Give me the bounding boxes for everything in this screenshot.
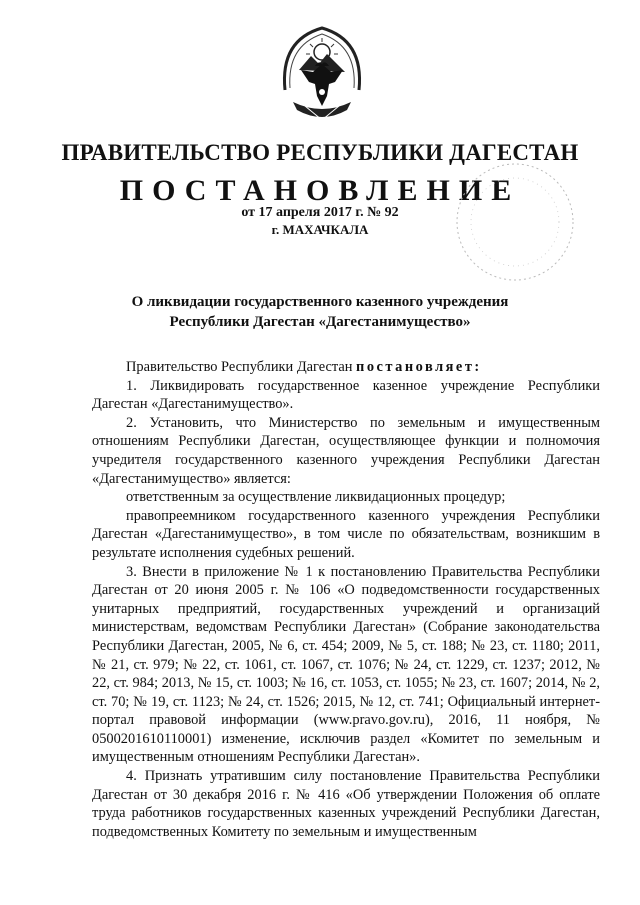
title-line-1: О ликвидации государственного казенного учреждения <box>131 294 509 310</box>
coat-of-arms-emblem <box>275 20 370 130</box>
paragraph-2b: правопреемником государственного казенного учреждения Республики Дагестан «Дагестанимущество», в том числе по обязательствам, возникшим в результате исполнения судебных решений. <box>92 507 600 561</box>
faint-stamp-mark <box>440 150 580 300</box>
paragraph-2a: ответственным за осуществление ликвидационных процедур; <box>126 489 506 506</box>
intro-paragraph <box>92 358 600 377</box>
document-date-number: от 17 апреля 2017 г. № 92 <box>241 205 399 220</box>
paragraph-2: 2. Установить, что Министерство по земельным и имущественным отношениям Республики Дагестан, осуществляющее функции и полномочия учредителя государственного казенного учреждения Республики Дагестан «Дагестанимущество» является: <box>92 414 600 487</box>
document-title <box>0 292 640 332</box>
intro-text: Правительство Республики Дагестан <box>126 359 357 375</box>
document-city: г. МАХАЧКАЛА <box>271 222 369 237</box>
paragraph-4: 4. Признать утратившим силу постановление Правительства Республики Дагестан от 30 декабря 2016 г. № 416 «Об утверждении Положения об оплате труда работников государственных казенных учреждений Республики Дагестан, подведомственных Комитету по земельным и имущественным <box>92 768 600 840</box>
title-line-2: Республики Дагестан «Дагестанимущество» <box>169 314 471 330</box>
document-body <box>92 358 600 841</box>
paragraph-3: 3. Внести в приложение № 1 к постановлению Правительства Республики Дагестан от 20 июня 2005 г. № 106 «О подведомственности государственных унитарных предприятий, государственных учреждений и организаций министерствам, ведомствам Республики Дагестан» (Собрание законодательства Республики Дагестан, 2005, № 6, ст. 454; 2009, № 5, ст. 188; № 23, ст. 1180; 2011, № 21, ст. 979; № 22, ст. 1061, ст. 1067, ст. 1076; № 24, ст. 1229, ст. 1237; 2012, № 22, ст. 984; 2013, № 15, ст. 1003; № 16, ст. 1053, ст. 1055; № 23, ст. 1607; 2014, № 2, ст. 70; № 19, ст. 1123; № 24, ст. 1526; 2015, № 12, ст. 741; Официальный интернет-портал правовой информации (www.pravo.gov.ru), 2016, 11 ноября, № 0500201610110001) изменение, исключив раздел «Комитет по земельным и имущественным отношениям Республики Дагестан». <box>92 563 600 766</box>
paragraph-1: 1. Ликвидировать государственное казенное учреждение Республики Дагестан «Дагестанимущество». <box>92 377 600 413</box>
document-type: ПОСТАНОВЛЕНИЕ <box>119 174 521 207</box>
intro-verb: постановляет: <box>356 359 482 375</box>
government-name: ПРАВИТЕЛЬСТВО РЕСПУБЛИКИ ДАГЕСТАН <box>61 140 579 165</box>
